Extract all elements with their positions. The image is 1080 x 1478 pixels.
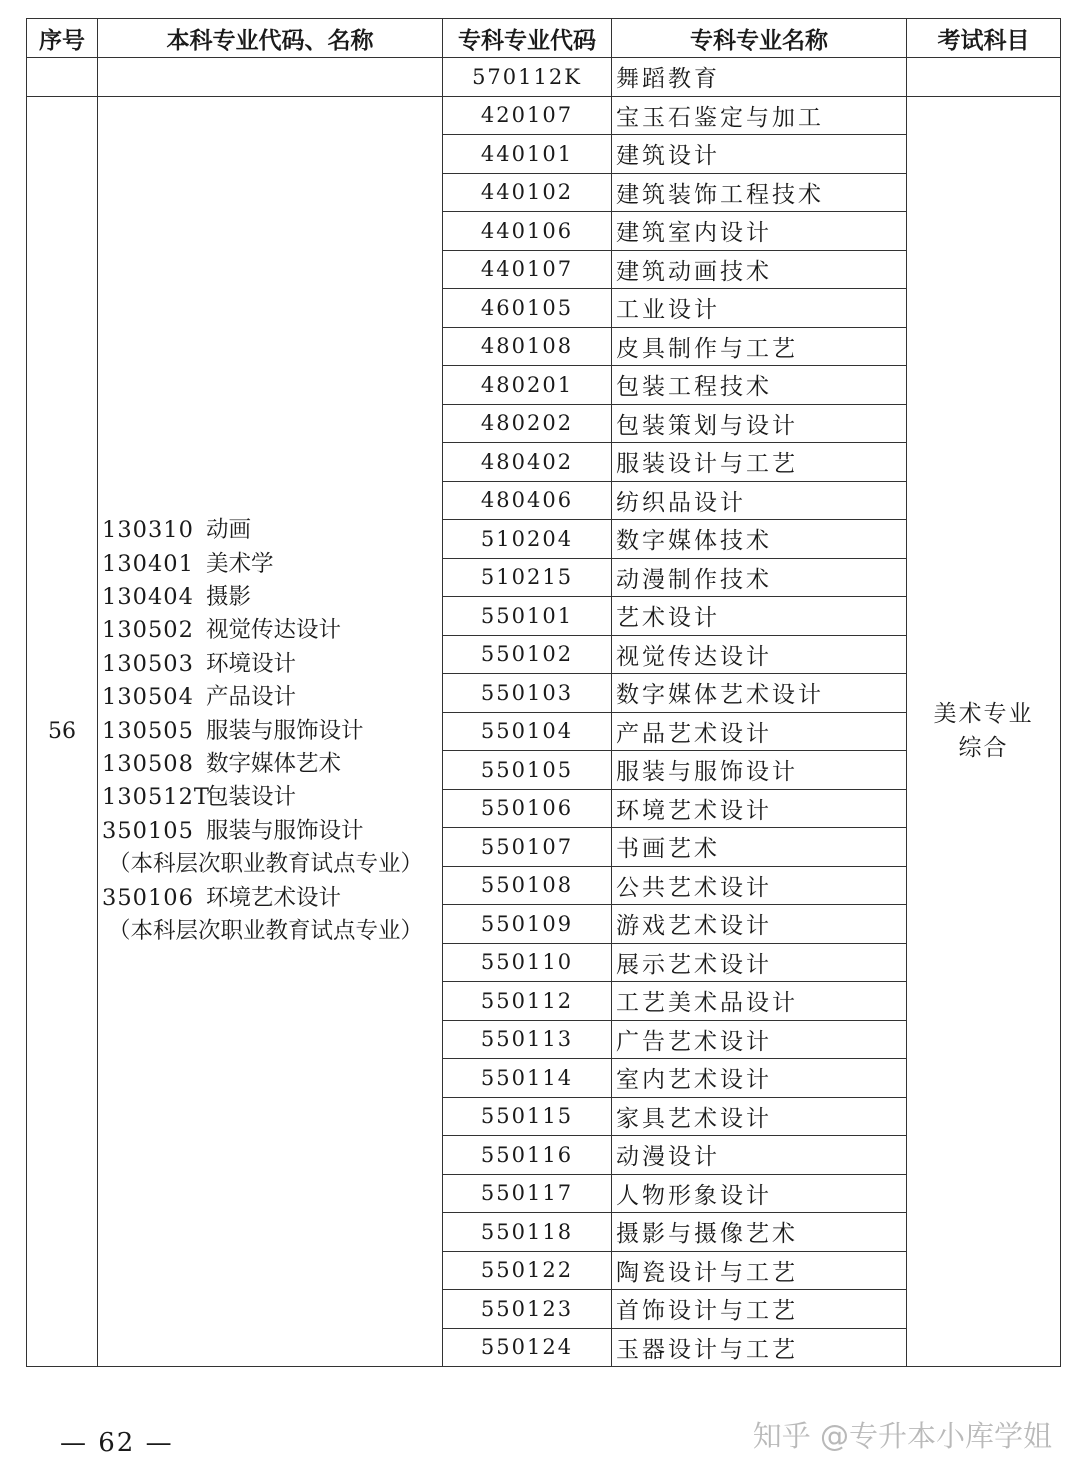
junior-name: 数字媒体艺术设计: [612, 674, 907, 713]
junior-name: 工业设计: [612, 289, 907, 328]
undergrad-major-name: 美术学: [206, 550, 274, 577]
junior-code: 440107: [443, 250, 612, 289]
junior-code: 570112K: [443, 58, 612, 97]
junior-code: 550112: [443, 982, 612, 1021]
undergrad-major-code: 130503: [102, 650, 194, 677]
undergrad-major-name: 环境艺术设计: [206, 884, 342, 911]
junior-name: 陶瓷设计与工艺: [612, 1251, 907, 1290]
junior-name: 室内艺术设计: [612, 1059, 907, 1098]
junior-name: 游戏艺术设计: [612, 905, 907, 944]
exam-subject-line: 综合: [958, 735, 1009, 762]
junior-code: 440106: [443, 212, 612, 251]
junior-code: 550104: [443, 712, 612, 751]
major-table-container: [26, 18, 1060, 1367]
header-junior-name: 专科专业名称: [612, 19, 907, 58]
junior-code: 440101: [443, 135, 612, 174]
junior-code: 460105: [443, 289, 612, 328]
junior-name: 产品艺术设计: [612, 712, 907, 751]
undergrad-major-name: 环境设计: [206, 650, 297, 677]
junior-code: 550113: [443, 1020, 612, 1059]
undergrad-major-code: 130505: [102, 717, 194, 744]
watermark: 知乎 @专升本小库学姐: [752, 1419, 1052, 1453]
junior-name: 玉器设计与工艺: [612, 1328, 907, 1367]
undergrad-major-line: [102, 548, 442, 581]
undergrad-major-line: [102, 648, 442, 681]
undergrad-major-code: 130508: [102, 750, 194, 777]
junior-code: 550118: [443, 1213, 612, 1252]
junior-code: 550116: [443, 1136, 612, 1175]
junior-name: 建筑动画技术: [612, 250, 907, 289]
junior-code: 440102: [443, 173, 612, 212]
table-row: [27, 96, 1061, 135]
junior-name: 首饰设计与工艺: [612, 1290, 907, 1329]
undergrad-major-note: （本科层次职业教育试点专业）: [108, 917, 424, 944]
junior-code: 510215: [443, 558, 612, 597]
junior-code: 550102: [443, 635, 612, 674]
junior-name: 包装策划与设计: [612, 404, 907, 443]
undergrad-major-code: 350105: [102, 817, 194, 844]
undergrad-major-line: [102, 882, 442, 915]
junior-code: 480108: [443, 327, 612, 366]
junior-name: 舞蹈教育: [612, 58, 907, 97]
undergrad-major-name: 数字媒体艺术: [206, 750, 342, 777]
exam-subject-cell: [907, 96, 1061, 1367]
junior-name: 动漫制作技术: [612, 558, 907, 597]
junior-code: 550105: [443, 751, 612, 790]
junior-code: 480402: [443, 443, 612, 482]
junior-code: 480406: [443, 481, 612, 520]
junior-name: 服装设计与工艺: [612, 443, 907, 482]
junior-name: 家具艺术设计: [612, 1097, 907, 1136]
undergrad-major-line: [102, 848, 442, 881]
junior-name: 公共艺术设计: [612, 866, 907, 905]
undergrad-major-code: 130502: [102, 617, 194, 644]
page-number: — 62 —: [60, 1428, 174, 1458]
junior-name: 视觉传达设计: [612, 635, 907, 674]
major-table: [26, 18, 1061, 1367]
junior-code: 550124: [443, 1328, 612, 1367]
undergrad-major-code: 130310: [102, 517, 194, 544]
junior-name: 环境艺术设计: [612, 789, 907, 828]
junior-name: 皮具制作与工艺: [612, 327, 907, 366]
junior-name: 人物形象设计: [612, 1174, 907, 1213]
undergrad-major-name: 包装设计: [206, 784, 297, 811]
junior-code: 550106: [443, 789, 612, 828]
undergrad-major-line: [102, 748, 442, 781]
undergrad-major-name: 服装与服饰设计: [206, 817, 364, 844]
header-junior-code: 专科专业代码: [443, 19, 612, 58]
junior-name: 广告艺术设计: [612, 1020, 907, 1059]
undergrad-major-code: 130401: [102, 550, 194, 577]
junior-code: 550103: [443, 674, 612, 713]
undergrad-major-code: 130404: [102, 583, 194, 610]
junior-name: 宝玉石鉴定与加工: [612, 96, 907, 135]
junior-name: 包装工程技术: [612, 366, 907, 405]
undergrad-major-name: 摄影: [206, 583, 252, 610]
undergrad-major-line: [102, 781, 442, 814]
junior-code: 550114: [443, 1059, 612, 1098]
undergrad-major-line: [102, 681, 442, 714]
junior-code: 510204: [443, 520, 612, 559]
undergrad-major-code: 350106: [102, 884, 194, 911]
junior-code: 480202: [443, 404, 612, 443]
undergrad-major-code: 130512T: [102, 784, 210, 811]
junior-code: 550101: [443, 597, 612, 636]
undergrad-majors-cell: [98, 96, 443, 1367]
junior-code: 550109: [443, 905, 612, 944]
undergrad-major-line: [102, 915, 442, 948]
undergrad-major-name: 动画: [206, 517, 252, 544]
junior-code: 550122: [443, 1251, 612, 1290]
group-seq: 56: [27, 96, 98, 1367]
junior-name: 书画艺术: [612, 828, 907, 867]
prev-seq-cell: [27, 58, 98, 97]
undergrad-major-line: [102, 614, 442, 647]
undergrad-major-name: 服装与服饰设计: [206, 717, 364, 744]
junior-name: 纺织品设计: [612, 481, 907, 520]
undergrad-major-name: 视觉传达设计: [206, 617, 342, 644]
undergrad-major-line: [102, 581, 442, 614]
junior-name: 服装与服饰设计: [612, 751, 907, 790]
exam-subject-line: 美术专业: [933, 701, 1034, 728]
undergrad-major-line: [102, 514, 442, 547]
undergrad-major-line: [102, 715, 442, 748]
header-row: [27, 19, 1061, 58]
junior-name: 工艺美术品设计: [612, 982, 907, 1021]
prev-group-row: [27, 58, 1061, 97]
junior-code: 550123: [443, 1290, 612, 1329]
junior-name: 建筑设计: [612, 135, 907, 174]
header-seq: 序号: [27, 19, 98, 58]
junior-name: 摄影与摄像艺术: [612, 1213, 907, 1252]
undergrad-major-name: 产品设计: [206, 684, 297, 711]
junior-code: 550107: [443, 828, 612, 867]
prev-exam-cell: [907, 58, 1061, 97]
undergrad-major-code: 130504: [102, 684, 194, 711]
undergrad-major-note: （本科层次职业教育试点专业）: [108, 851, 424, 878]
junior-name: 建筑室内设计: [612, 212, 907, 251]
junior-name: 建筑装饰工程技术: [612, 173, 907, 212]
junior-code: 550108: [443, 866, 612, 905]
header-undergrad: 本科专业代码、名称: [98, 19, 443, 58]
junior-code: 420107: [443, 96, 612, 135]
junior-name: 艺术设计: [612, 597, 907, 636]
junior-code: 550117: [443, 1174, 612, 1213]
junior-name: 数字媒体技术: [612, 520, 907, 559]
prev-undergrad-cell: [98, 58, 443, 97]
junior-name: 动漫设计: [612, 1136, 907, 1175]
junior-code: 550115: [443, 1097, 612, 1136]
junior-code: 550110: [443, 943, 612, 982]
undergrad-major-line: [102, 815, 442, 848]
junior-code: 480201: [443, 366, 612, 405]
junior-name: 展示艺术设计: [612, 943, 907, 982]
header-exam: 考试科目: [907, 19, 1061, 58]
